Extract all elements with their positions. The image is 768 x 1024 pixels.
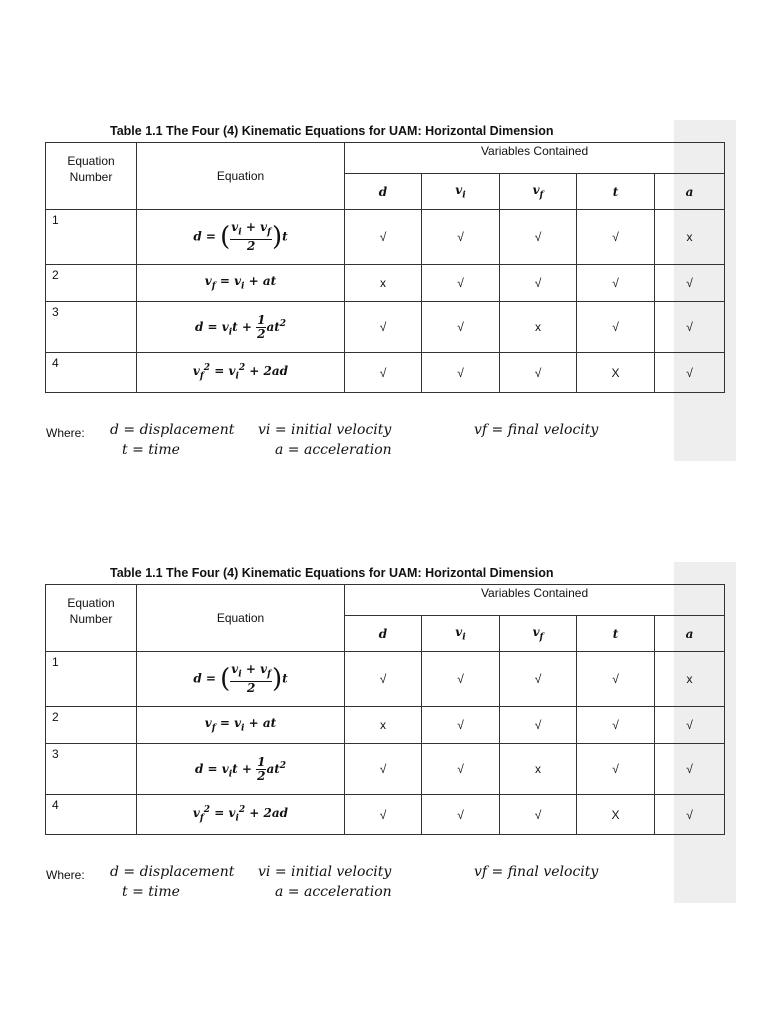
equation-3: $d = v_it$ + $\frac{1}{2}$ $at^2$ [137,744,345,795]
mark-cell: √ [345,652,422,707]
mark-cell: √ [422,707,500,744]
row-number: 1 [46,652,137,707]
mark-cell: x [500,744,577,795]
equation-2: $v_f = v_i$ + at [137,707,345,744]
equation-4: $v_f^2 = v_i^2 + 2ad$ [137,353,345,393]
row-number: 3 [46,302,137,353]
def-final-velocity: vf = final velocity [474,864,599,880]
where-label: Where: [46,868,85,882]
mark-cell: √ [577,302,655,353]
table-row [46,707,725,744]
mark-cell: √ [422,744,500,795]
header-variables-contained: Variables Contained [345,143,725,174]
mark-cell: √ [422,353,500,393]
equation-3: $d = v_it$ + $\frac{1}{2}$ $at^2$ [137,302,345,353]
def-acceleration: a = acceleration [275,442,392,458]
mark-cell: √ [422,302,500,353]
mark-cell: √ [655,265,725,302]
mark-cell: x [655,210,725,265]
mark-cell: √ [345,353,422,393]
row-number: 4 [46,795,137,835]
table-block [0,562,768,907]
mark-cell: x [345,265,422,302]
table-caption: Table 1.1 The Four (4) Kinematic Equations for UAM: Horizontal Dimension [110,124,554,138]
table-row [46,302,725,353]
mark-cell: √ [577,707,655,744]
header-equation: Equation [137,585,345,652]
mark-cell: √ [577,265,655,302]
mark-cell: √ [345,795,422,835]
table-row [46,265,725,302]
where-label: Where: [46,426,85,440]
mark-cell: √ [500,210,577,265]
row-number: 2 [46,707,137,744]
mark-cell: √ [422,265,500,302]
table-caption: Table 1.1 The Four (4) Kinematic Equations for UAM: Horizontal Dimension [110,566,554,580]
mark-cell: √ [577,652,655,707]
row-number: 2 [46,265,137,302]
mark-cell: √ [500,652,577,707]
mark-cell: √ [500,265,577,302]
header-equation-number: Equation Number [46,585,137,652]
row-number: 3 [46,744,137,795]
table-row [46,353,725,393]
table-row [46,744,725,795]
def-initial-velocity: vi = initial velocity [258,864,392,880]
row-number: 4 [46,353,137,393]
def-acceleration: a = acceleration [275,884,392,900]
header-variables-contained: Variables Contained [345,585,725,616]
mark-cell: √ [655,353,725,393]
equation-2: $v_f = v_i$ + at [137,265,345,302]
header-var-vf: $v_f$ [500,616,577,652]
def-time: t = time [122,442,180,458]
header-var-vi: $v_i$ [422,174,500,210]
header-var-a: a [655,616,725,652]
kinematic-equations-table [45,142,725,393]
mark-cell: √ [345,302,422,353]
mark-cell: √ [655,707,725,744]
mark-cell: √ [422,795,500,835]
mark-cell: √ [345,744,422,795]
mark-cell: √ [500,795,577,835]
mark-cell: X [577,353,655,393]
def-time: t = time [122,884,180,900]
mark-cell: x [345,707,422,744]
def-initial-velocity: vi = initial velocity [258,422,392,438]
row-number: 1 [46,210,137,265]
def-displacement: d = displacement [110,864,235,880]
table-row [46,795,725,835]
mark-cell: x [500,302,577,353]
equation-1: d = ( $\frac{v_i + v_f}{2}$ )t [137,210,345,265]
mark-cell: √ [577,210,655,265]
header-var-a: a [655,174,725,210]
header-var-d: d [345,174,422,210]
mark-cell: X [577,795,655,835]
header-equation: Equation [137,143,345,210]
table-row [46,210,725,265]
mark-cell: √ [500,353,577,393]
mark-cell: √ [422,652,500,707]
mark-cell: √ [577,744,655,795]
equation-4: $v_f^2 = v_i^2 + 2ad$ [137,795,345,835]
mark-cell: √ [655,744,725,795]
header-var-vi: $v_i$ [422,616,500,652]
table-row [46,652,725,707]
mark-cell: √ [500,707,577,744]
header-equation-number: Equation Number [46,143,137,210]
mark-cell: √ [655,302,725,353]
def-final-velocity: vf = final velocity [474,422,599,438]
header-var-vf: $v_f$ [500,174,577,210]
mark-cell: √ [345,210,422,265]
def-displacement: d = displacement [110,422,235,438]
mark-cell: √ [422,210,500,265]
mark-cell: √ [655,795,725,835]
header-var-t: t [577,174,655,210]
header-var-d: d [345,616,422,652]
table-block [0,120,768,465]
header-var-t: t [577,616,655,652]
mark-cell: x [655,652,725,707]
equation-1: d = ( $\frac{v_i + v_f}{2}$ )t [137,652,345,707]
kinematic-equations-table [45,584,725,835]
